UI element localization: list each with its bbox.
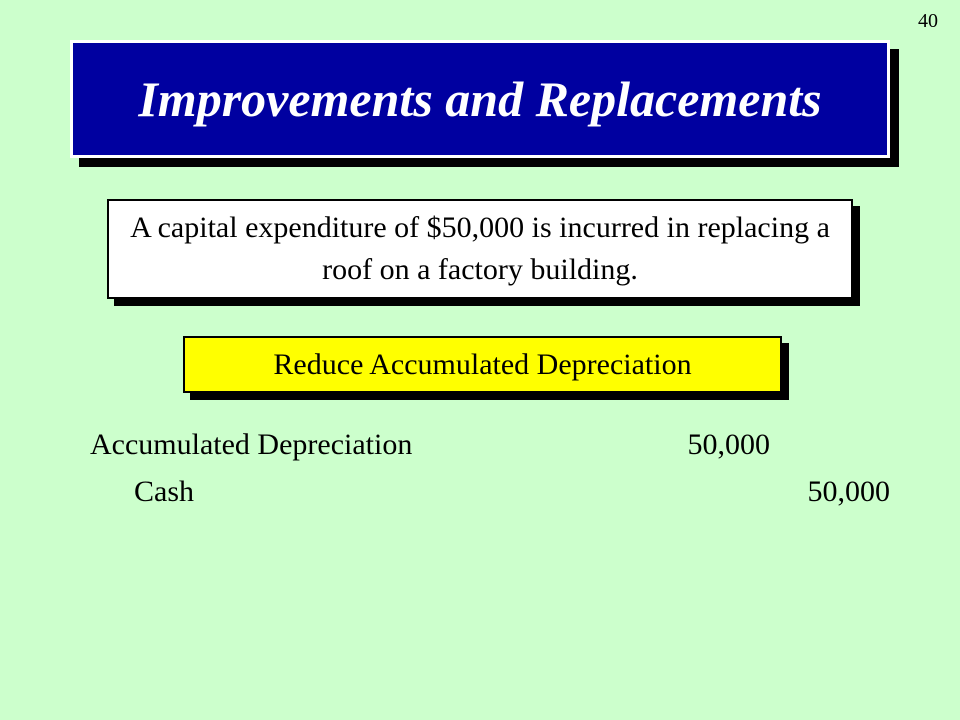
credit-amount: 50,000	[807, 475, 890, 508]
action-callout	[183, 336, 782, 393]
debit-account: Accumulated Depreciation	[90, 428, 413, 461]
credit-account: Cash	[134, 475, 194, 508]
page-number: 40	[918, 10, 938, 32]
action-label: Reduce Accumulated Depreciation	[273, 347, 692, 381]
description-text: A capital expenditure of $50,000 is incurred in replacing a roof on a factory building.	[130, 211, 830, 286]
description-box	[107, 199, 853, 299]
debit-amount: 50,000	[687, 428, 770, 461]
title-banner	[70, 40, 890, 158]
slide-title: Improvements and Replacements	[138, 71, 822, 127]
